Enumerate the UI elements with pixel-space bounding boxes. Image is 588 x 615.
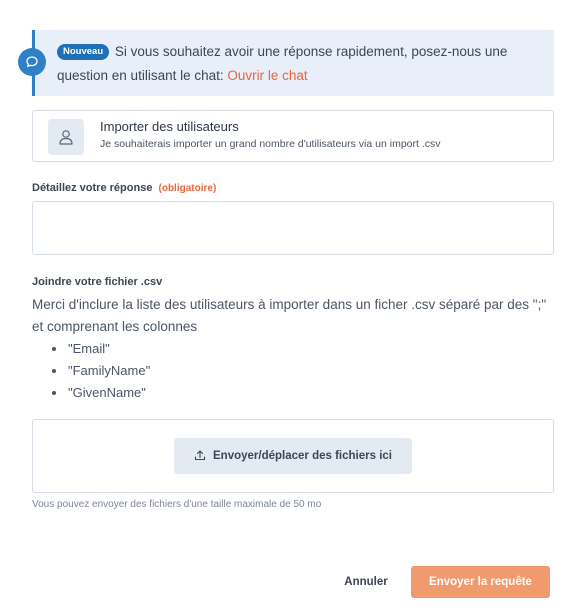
new-badge: Nouveau	[57, 44, 109, 60]
upload-icon	[194, 449, 206, 464]
list-item: "GivenName"	[52, 382, 150, 404]
file-size-note: Vous pouvez envoyer des fichiers d'une taille maximale de 50 mo	[32, 499, 322, 510]
chat-bubble-icon	[18, 48, 46, 76]
details-label	[32, 182, 216, 194]
cancel-button[interactable]: Annuler	[330, 566, 402, 598]
upload-files-button[interactable]	[174, 438, 412, 474]
submit-request-button[interactable]: Envoyer la requête	[411, 566, 550, 598]
topic-title: Importer des utilisateurs	[100, 119, 239, 134]
banner-message: Si vous souhaitez avoir une réponse rapidement, posez-nous une question en utilisant le chat:	[57, 44, 508, 83]
required-marker: (obligatoire)	[158, 183, 217, 194]
list-item: "Email"	[52, 338, 150, 360]
open-chat-link[interactable]: Ouvrir le chat	[227, 68, 308, 83]
user-icon	[48, 119, 84, 155]
chat-info-banner	[32, 30, 554, 96]
selected-topic-card[interactable]	[32, 110, 554, 162]
details-label-text: Détaillez votre réponse	[32, 182, 153, 194]
upload-button-label: Envoyer/déplacer des fichiers ici	[213, 450, 392, 462]
csv-instructions: Merci d'inclure la liste des utilisateurs à importer dans un ficher .csv séparé par des ";" et comprenant les colonnes	[32, 297, 547, 334]
list-item: "FamilyName"	[52, 360, 150, 382]
csv-columns-list	[52, 338, 150, 404]
details-textarea[interactable]	[32, 201, 554, 255]
file-dropzone[interactable]	[32, 419, 554, 493]
attachment-label: Joindre votre fichier .csv	[32, 276, 163, 288]
topic-description: Je souhaiterais importer un grand nombre d'utilisateurs via un import .csv	[100, 138, 441, 150]
banner-text	[57, 40, 537, 88]
